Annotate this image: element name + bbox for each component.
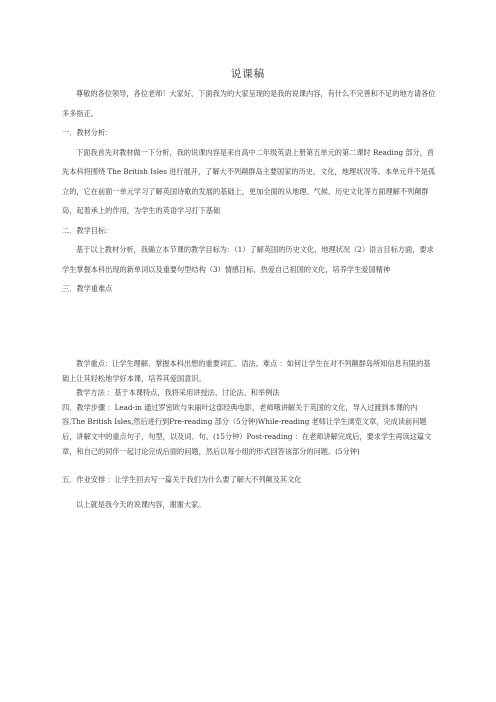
closing-paragraph: 以上就是我今天的说课内容，谢谢大家。	[76, 500, 206, 509]
intro-section	[62, 84, 437, 299]
section2-paragraph: 基于以上教材分析，我确立本节课的教学目标为：（1）了解英国的历史文化，地理状况（2）语言目标方面，要求学生掌握本科出现的新单词以及重要句型结构（3）情感目标，热爱自己祖国的文化，培养学生爱国精神	[62, 245, 434, 274]
section4-steps-paragraph: 四．教学步骤 ：Lead-in 通过罗密欧与朱丽叶这部经典电影，老师哦讲解关于英国的文化，导入过渡到本课的内容,The British Isles,然后进行到Pre-reading 部分（5分钟)While-reading 老师让学生浏览文章，完成读前问题后，讲解文中的重点句子，句型，以及词、句。(15分钟）Post-reading ：在老师讲解完成后，要求学生再读这篇文章，和自己的同伴一起讨论完成后面的问题，然后以每小组的形式回答该部分的问题。(5分钟)	[62, 402, 432, 456]
homework-section	[62, 473, 437, 488]
section3-heading: 三．教学重难点	[62, 284, 113, 293]
section3-methods-paragraph: 教学方法 ：基于本课特点，我将采用讲授法、讨论法、和举例法	[76, 388, 280, 398]
section5-homework-paragraph: 五．作业安排 ：让学生回去写一篇关于我们为什么要了解大不列颠及其文化	[62, 475, 302, 484]
section1-paragraph: 下面我首先对教材做一下分析，我的说课内容是来自高中二年级英语上册第五单元的第二课时 Reading 部分，首先本科将围绕 The British Isles 进行展开，了解大不列颠群岛主要国家的历史、文化，地理状况等。本单元并不是孤立的，它在前面一单元学习了解英国诗歌的发展的基础上，更加全面的从地理、气候、历史文化等方面理解不列颠群岛，起着承上的作用，为学生的英语学习打下基础	[62, 147, 436, 215]
section2-heading: 二．教学目标：	[62, 225, 113, 235]
closing-section	[62, 498, 437, 513]
section3-keypoints-paragraph: 教学重点：让学生理解、掌握本科出想的重要词汇、语法。难点 ：如何让学生在对不列颠群岛所知信息有限的基础上让其轻松地学好本课，培养其爱国意识。	[62, 359, 431, 383]
document-title: 说课稿	[230, 68, 266, 80]
section1-heading: 一．教材分析：	[62, 128, 113, 137]
details-section	[62, 357, 437, 459]
greeting-paragraph: 尊敬的各位领导，各位老师！大家好，下面我为的大家呈现的是我的说课内容，有什么不完善和不足的地方请各位多多指正。	[62, 89, 436, 118]
